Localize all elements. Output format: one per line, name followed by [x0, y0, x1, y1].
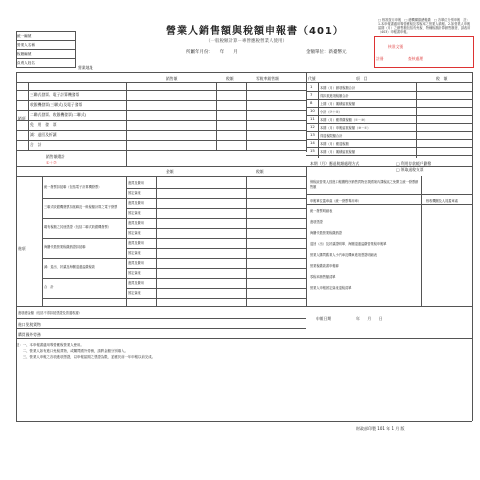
attachment-item[interactable]: 退回（出）及折讓證明單、海關退還溢繳營業稅申報單 [310, 242, 387, 246]
sales-item-6: 合 計 [30, 142, 42, 147]
purchase-sublabel: 進貨及費用 [128, 181, 144, 185]
sales-item-3: 二聯式發票、收銀機發票(二聯式) [30, 112, 87, 117]
purchase-sublabel: 固定資產 [128, 231, 141, 235]
bonded-zone-label: 保稅區營業人按進口報關程序銷售貨物至我國境內課稅區之免開立統一發票銷售額 [310, 180, 419, 189]
tax-header-code: 代號 [308, 76, 316, 81]
tax-row-code: 7 [310, 92, 313, 97]
purchase-item-3: 載有稅額之其他憑證（包括二聯式收銀機發票） [44, 225, 111, 229]
sales-section-label: 銷項 [18, 116, 26, 121]
sales-item-1: 三聯式發票、電子計算機發票 [30, 92, 80, 97]
purchase-sublabel: 進貨及費用 [128, 201, 144, 205]
tax-row-code: 8 [310, 100, 313, 105]
tax-row-code: 12 [310, 124, 315, 129]
tax-header-item: 項 目 [356, 76, 368, 81]
tax-row-item: 得扣抵進項稅額合計 [320, 93, 349, 98]
sales-item-5: 減：退回及折讓 [30, 132, 57, 137]
refund-label: 本期（月）應退稅額處理方式 [310, 161, 360, 166]
bottom-note-3: 三、營業人申報之各項進項憑證，以申報當期之憑證為限，並應於前一年申報以前完成。 [16, 355, 156, 359]
tax-row-item: 本期（月）應實繳稅額（①－⑩） [320, 117, 368, 122]
zero-rate-label: 零稅率銷售額 [256, 76, 279, 81]
declaration-date-label: 申報日期 [316, 316, 332, 321]
business-name-label: 營業人名稱 [17, 41, 76, 50]
attachment-item[interactable]: 營業稅繳款書申報聯 [310, 264, 339, 268]
purchase-item-4: 海關代徵營業稅繳納證扣抵聯 [44, 245, 86, 249]
purchase-sublabel: 固定資產 [128, 251, 141, 255]
purchase-sublabel: 固定資產 [128, 271, 141, 275]
tax-row-code: 1 [310, 84, 313, 89]
approval-box[interactable] [374, 36, 474, 68]
tax-row-item: 小計（⑦＋⑧） [320, 109, 342, 114]
sales-item-4: 免 用 發 票 [30, 122, 57, 127]
tax-reg-label: 稅籍編號 [17, 50, 76, 59]
form-subtitle: （一般稅額計算－專營應稅營業人使用） [206, 39, 287, 44]
attachments-header: 申報單位蓋章處（統一發票專用章） [310, 199, 361, 203]
purchase-sublabel: 進貨及費用 [128, 261, 144, 265]
purchase-sublabel: 固定資產 [128, 211, 141, 215]
form-title: 營業人銷售額與稅額申報書（401） [166, 26, 344, 37]
approval-no-label: 核准文號 [388, 44, 404, 49]
form-footer: 財政部印製 101 年 1 月 版 [356, 426, 405, 431]
sales-total-formula: ①＋⑦ [46, 160, 57, 165]
responsible-label: 負責人姓名 [17, 59, 76, 68]
refund-option-1[interactable]: □ 利用存款帳戶劃撥 [396, 161, 432, 166]
attachment-item[interactable]: 海關代徵營業稅繳納證 [310, 231, 342, 235]
tax-row-code: 13 [310, 132, 315, 137]
purchase-sublabel: 進貨及費用 [128, 281, 144, 285]
purchases-total-label: 進項總金額（包括不得扣抵憑證及普通收據） [18, 311, 82, 315]
business-address-label: 營業地址 [78, 65, 94, 70]
declaration-date-fields[interactable]: 年 月 日 [356, 316, 383, 321]
sales-total-label: 銷售額總計 [46, 154, 65, 159]
purchase-sublabel: 進貨及費用 [128, 221, 144, 225]
purchase-sublabel: 進貨及費用 [128, 241, 144, 245]
registry-no-label: 查核處理 [408, 56, 424, 61]
tax-row-item: 本期（月）應退稅額 [320, 141, 349, 146]
period-label: 所屬年月份： 年 月 [186, 50, 238, 55]
purchase-item-5: 減：退出、折讓及海關退還溢繳稅款 [44, 265, 95, 269]
purchase-sublabel: 固定資產 [128, 291, 141, 295]
tax-row-code: 11 [310, 116, 315, 121]
purchase-sublabel: 固定資產 [128, 191, 141, 195]
left-header-table [16, 31, 76, 68]
purchase-item-6: 合 計 [44, 285, 54, 289]
purchases-col-tax: 稅額 [256, 169, 264, 174]
tax-row-item: 本期（月）申報留抵稅額（⑩－①） [320, 125, 371, 130]
purchases-section-label: 進項 [18, 246, 26, 251]
attachment-item[interactable]: 營業人購買舊乘人小汽車及機車進項憑證明細表 [310, 253, 377, 257]
bottom-note-2: 二、營業人如有進口免稅貨物，或購買國外勞務，請將金額分別填入。 [16, 349, 128, 353]
unit-label: 金額單位：新臺幣元 [306, 50, 347, 55]
tax-row-item: 本期（月）銷項稅額合計 [320, 85, 356, 90]
sales-col-tax: 稅額 [226, 76, 234, 81]
purchase-item-1: 統一發票扣抵聯（包括電子計算機發票） [44, 185, 102, 189]
refund-option-2[interactable]: □ 領取退稅支票 [396, 167, 424, 172]
tax-row-item: 得退稅限額合計 [320, 133, 343, 138]
tax-row-item: 上期（月）累積留抵稅額 [320, 101, 356, 106]
attachment-item[interactable]: 零稅率銷售額清單 [310, 275, 336, 279]
tax-row-code: 14 [310, 140, 315, 145]
foreign-service-label: 購買國外勞務 [18, 332, 41, 337]
attachment-item[interactable]: 進項憑證 [310, 220, 323, 224]
file-label: 註冊 [376, 56, 384, 61]
tax-id-label: 統一編號 [17, 32, 76, 41]
tax-row-code: 15 [310, 148, 315, 153]
purchase-item-2: 三聯式收銀機發票扣抵聯及一般稅額計算之電子發票 [44, 205, 118, 209]
tax-form-sheet [16, 16, 472, 454]
import-label: 進口免稅貨物 [18, 322, 41, 327]
tax-row-code: 10 [310, 108, 315, 113]
sales-item-2: 收銀機發票(三聯式)及電子發票 [30, 102, 83, 107]
attachment-item[interactable]: 營業人申報固定資產退稅清單 [310, 286, 352, 290]
purchases-col-amount: 金額 [166, 169, 174, 174]
bottom-note-1: 註：一、本申報書適用專營應稅營業人使用。 [16, 343, 84, 347]
attachment-item[interactable]: 統一發票明細表 [310, 209, 333, 213]
top-right-note: □ 核准按月申報 □ 總機構彙總報繳 □ 各單位分別申報 註：1.本申報書適用專營應稅及零稅率之營業人填報。2.如營業人申報當期（月）之銷售額包括有免稅、特種稅額計算銷售額者，請改用（403）申報書申報。 [378, 18, 471, 34]
sales-col-sales: 銷售額 [166, 76, 178, 81]
tax-header-tax: 稅 額 [436, 76, 448, 81]
seal-label: 核收機關及人員蓋章處 [426, 199, 458, 203]
tax-row-item: 本期（月）累積留抵稅額 [320, 149, 356, 154]
